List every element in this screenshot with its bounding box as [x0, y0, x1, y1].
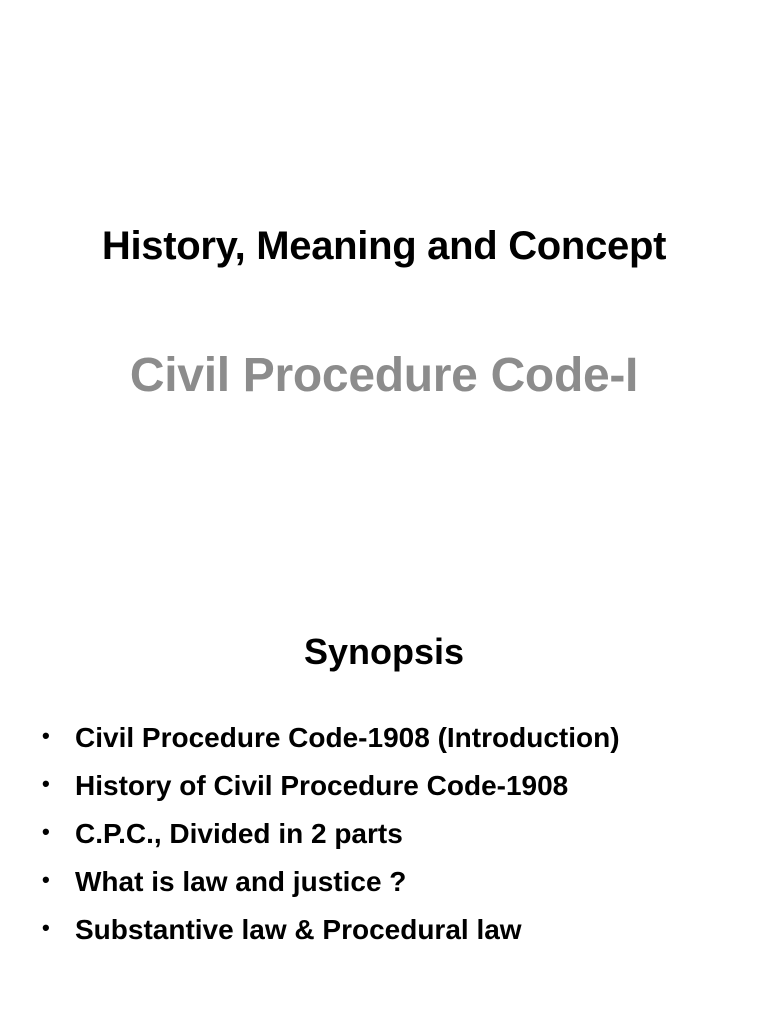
bullet-icon: • [42, 771, 50, 796]
bullet-icon: • [42, 723, 50, 748]
list-item [40, 762, 620, 810]
bullet-icon: • [42, 915, 50, 940]
list-item-text: Civil Procedure Code-1908 (Introduction) [75, 722, 620, 753]
subtitle: Civil Procedure Code-I [129, 349, 639, 402]
slide-synopsis [0, 560, 768, 1024]
bullet-icon: • [42, 867, 50, 892]
list-item-text: What is law and justice ? [75, 866, 407, 897]
main-title: History, Meaning and Concept [101, 224, 667, 268]
list-item [40, 858, 620, 906]
list-item-text: Substantive law & Procedural law [75, 914, 522, 945]
bullet-icon: • [42, 819, 50, 844]
list-item [40, 906, 620, 954]
synopsis-title: Synopsis [303, 631, 465, 672]
list-item [40, 714, 620, 762]
list-item-text: History of Civil Procedure Code-1908 [75, 770, 569, 801]
synopsis-list [40, 714, 620, 954]
list-item-text: C.P.C., Divided in 2 parts [75, 818, 403, 849]
list-item [40, 810, 620, 858]
